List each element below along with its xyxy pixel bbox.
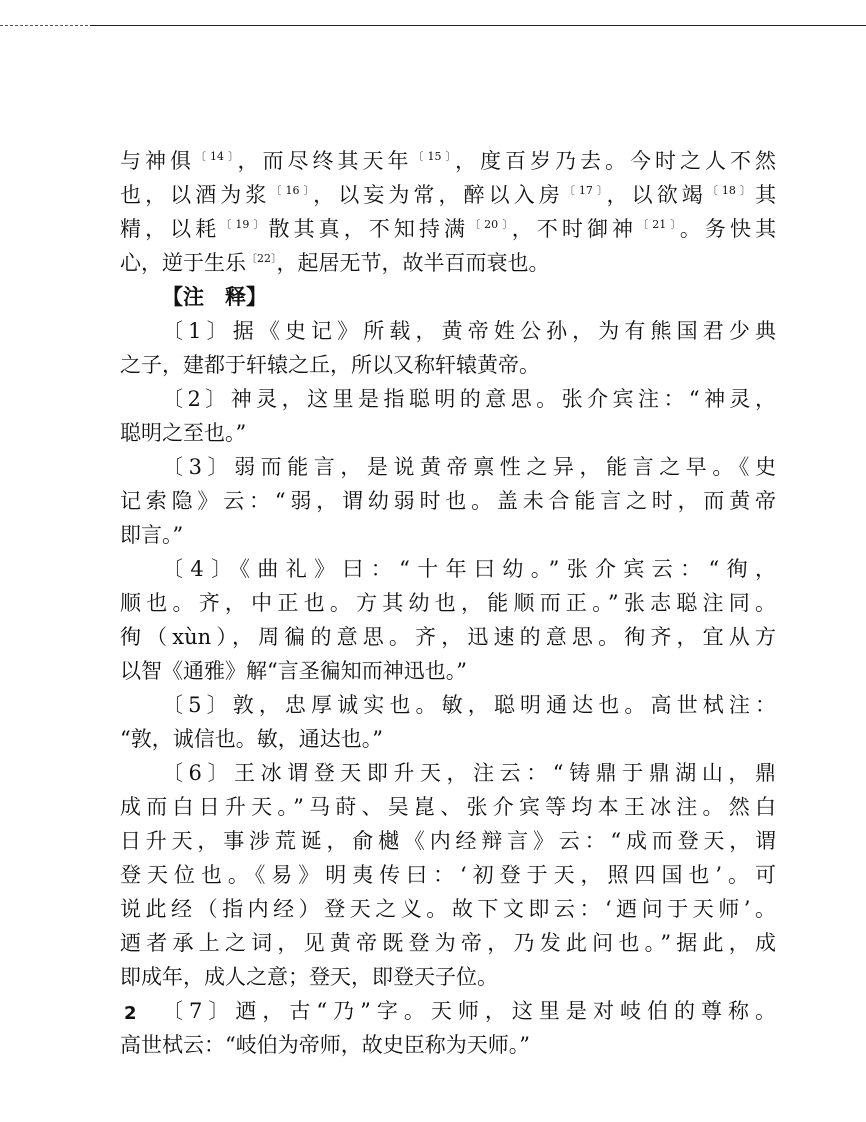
page-body	[120, 144, 776, 1062]
paragraph	[120, 144, 776, 280]
text-line	[120, 892, 776, 926]
text-line	[120, 654, 776, 688]
text-segment: 即成年，成人之意；登天，即登天子位。	[120, 965, 498, 989]
text-segment: 迺者承上之词，见黄帝既登为帝，乃发此问也。”据此，成	[120, 931, 776, 955]
text-segment: ，以欲竭	[606, 183, 707, 207]
text-segment: 散其真，不知持满	[268, 217, 470, 241]
footnote-ref: 〔14〕	[195, 150, 238, 163]
text-line	[120, 960, 776, 994]
text-segment: ，起居无节，故半百而衰也。	[276, 251, 550, 275]
paragraph	[120, 756, 776, 994]
section-heading	[120, 280, 776, 314]
text-segment: 以智《通雅》解“言圣徧知而神迅也。”	[120, 659, 467, 683]
text-segment: 之子，建都于轩辕之丘，所以又称轩辕黄帝。	[120, 353, 540, 377]
text-segment: 日升天，事涉荒诞，俞樾《内经辩言》云：“成而登天，谓	[120, 829, 776, 853]
text-segment: 与神俱	[120, 149, 195, 173]
text-line	[120, 382, 776, 416]
text-line	[120, 790, 776, 824]
text-segment: 精，以耗	[120, 217, 221, 241]
text-segment: 记索隐》云：“弱，谓幼弱时也。盖未合能言之时，而黄帝	[120, 489, 776, 513]
text-segment: ，以妄为常，醉以入房	[313, 183, 564, 207]
text-line	[120, 178, 776, 212]
text-line	[120, 518, 776, 552]
footnote-ref: 〔20〕	[469, 218, 512, 231]
paragraph	[120, 450, 776, 552]
text-segment: 成而白日升天。”马莳、吴崑、张介宾等均本王冰注。然白	[120, 795, 776, 819]
header-dashed-rule	[0, 25, 88, 26]
text-segment: 心，逆于生乐	[120, 251, 246, 275]
text-segment: 《曲礼》曰：“十年曰幼。”张介宾云：“徇，	[239, 557, 776, 581]
text-segment: 敦，忠厚诚实也。敏，聪明通达也。高世栻注：	[232, 693, 776, 717]
text-segment: 【注 释】	[162, 284, 267, 309]
text-line	[120, 552, 776, 586]
text-segment: ，度百岁乃去。今时之人不然	[455, 149, 776, 173]
text-segment: 迺，古“乃”字。天师，这里是对岐伯的尊称。	[235, 999, 776, 1023]
text-line	[120, 620, 776, 654]
text-line	[120, 416, 776, 450]
text-segment: 〔4〕	[162, 557, 240, 581]
text-segment: 其	[755, 183, 777, 207]
paragraph	[120, 552, 776, 688]
text-segment: 说此经（指内经）登天之义。故下文即云：‘迺问于天师’。	[120, 897, 776, 921]
text-line	[120, 824, 776, 858]
text-segment: 徇（xùn），周徧的意思。齐，迅速的意思。徇齐，宜从方	[120, 625, 776, 649]
text-line	[120, 484, 776, 518]
text-segment: 〔3〕	[162, 455, 235, 479]
text-segment: 即言。”	[120, 523, 184, 547]
text-line	[120, 722, 776, 756]
text-line	[120, 994, 776, 1028]
text-line	[120, 450, 776, 484]
text-segment: 也，以酒为浆	[120, 183, 271, 207]
text-segment: 顺也。齐，中正也。方其幼也，能顺而正。”张志聪注同。	[120, 591, 776, 615]
footnote-ref: 〔15〕	[412, 150, 455, 163]
text-segment: “敦，诚信也。敏，通达也。”	[120, 727, 383, 751]
footnote-ref: 〔17〕	[563, 184, 607, 197]
text-line	[120, 1028, 776, 1062]
text-segment: ，而尽终其天年	[237, 149, 413, 173]
text-segment: 〔1〕	[162, 319, 233, 343]
header-rule	[90, 25, 866, 26]
footnote-ref: 〔16〕	[270, 184, 314, 197]
text-line	[120, 212, 776, 246]
text-segment: 。务快其	[679, 217, 777, 241]
text-segment: 〔7〕	[162, 999, 236, 1023]
footnote-ref: 〔18〕	[706, 184, 756, 197]
text-segment: 高世栻云：“岐伯为帝师，故史臣称为天师。”	[120, 1033, 530, 1057]
text-segment: 〔6〕	[162, 761, 235, 785]
text-line	[120, 756, 776, 790]
text-line	[120, 348, 776, 382]
text-segment: 〔5〕	[162, 693, 233, 717]
page-number: 2	[124, 1003, 137, 1024]
text-line	[120, 246, 776, 280]
text-segment: ，不时御神	[511, 217, 638, 241]
text-line	[120, 280, 776, 314]
paragraph	[120, 382, 776, 450]
text-segment: 弱而能言，是说黄帝禀性之异，能言之早。《史	[234, 455, 776, 479]
text-segment: 登天位也。《易》明夷传曰：‘初登于天，照四国也’。可	[120, 863, 776, 887]
text-line	[120, 144, 776, 178]
text-line	[120, 688, 776, 722]
text-line	[120, 314, 776, 348]
text-segment: 据《史记》所载，黄帝姓公孙，为有熊国君少典	[232, 319, 776, 343]
text-line	[120, 926, 776, 960]
text-segment: 王冰谓登天即升天，注云：“铸鼎于鼎湖山，鼎	[234, 761, 776, 785]
text-segment: 神灵，这里是指聪明的意思。张介宾注：“神灵，	[230, 387, 776, 411]
footnote-ref: 〔21〕	[637, 218, 680, 231]
text-line	[120, 586, 776, 620]
paragraph	[120, 314, 776, 382]
footnote-ref: 〔22〕	[246, 252, 277, 265]
text-line	[120, 858, 776, 892]
text-segment: 〔2〕	[162, 387, 231, 411]
paragraph	[120, 994, 776, 1062]
paragraph	[120, 688, 776, 756]
footnote-ref: 〔19〕	[220, 218, 269, 231]
text-segment: 聪明之至也。”	[120, 421, 247, 445]
